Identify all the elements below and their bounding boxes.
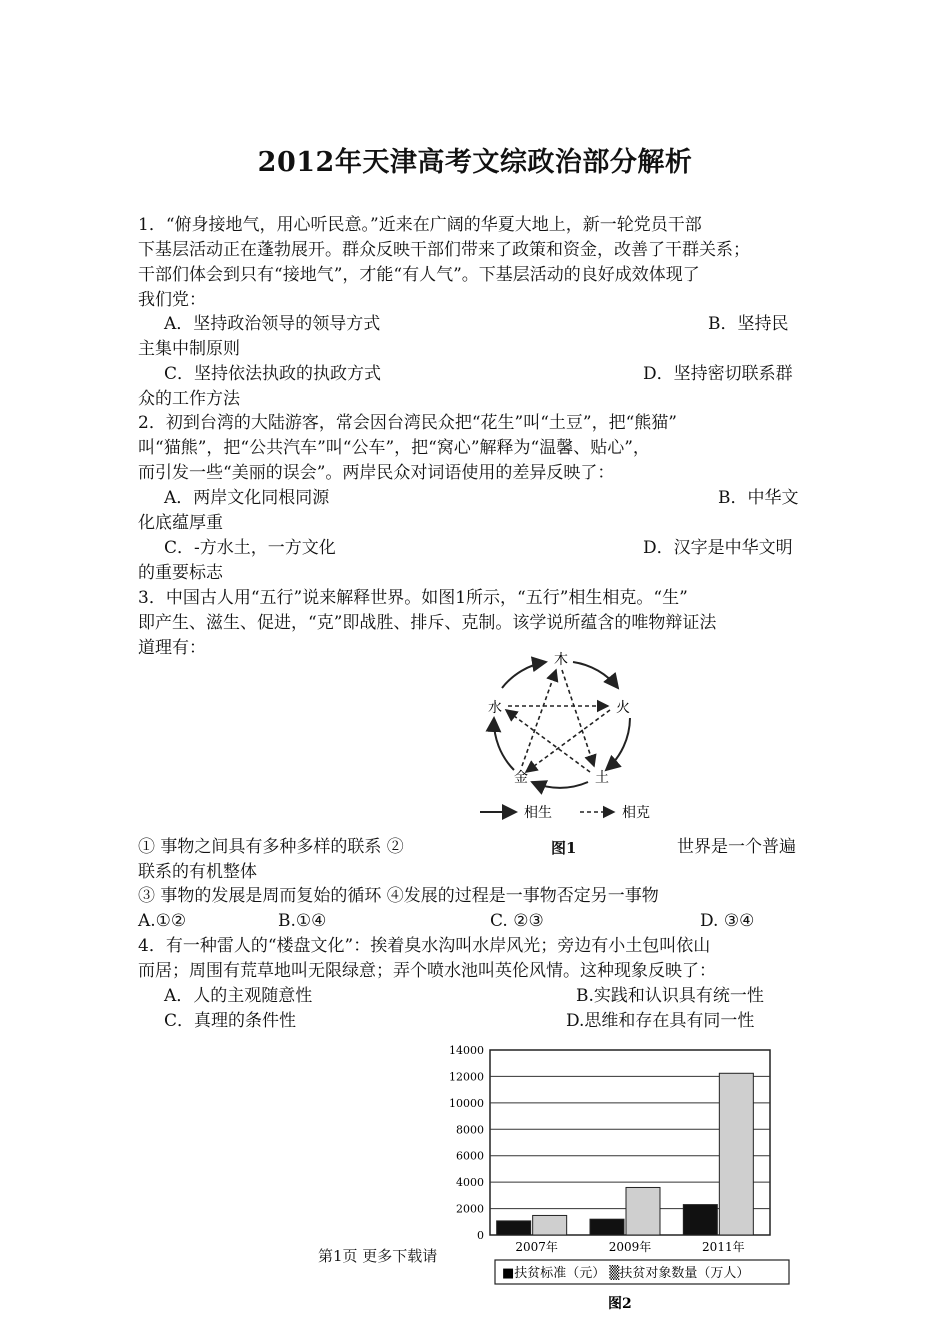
y-tick-label: 8000 — [456, 1123, 484, 1137]
y-tick-label: 10000 — [449, 1096, 484, 1110]
bar-population-2 — [719, 1073, 753, 1235]
q4-line-2: 而居；周围有荒草地叫无限绿意；弄个喷水池叫英伦风情。这种现象反映了： — [138, 961, 716, 981]
star-jin-mu — [522, 670, 556, 766]
poverty-bar-chart — [440, 1040, 810, 1320]
q1-option-b: B．坚持民 — [708, 314, 789, 334]
q3-answer-b: B.①④ — [278, 911, 327, 931]
chart-legend: ■扶贫标准（元） ▒扶贫对象数量（万人） — [502, 1266, 750, 1281]
y-tick-label: 4000 — [456, 1176, 484, 1190]
legend-ke-label: 相克 — [622, 805, 650, 821]
q1-option-d-cont: 众的工作方法 — [138, 389, 240, 409]
y-tick-label: 14000 — [449, 1044, 484, 1057]
arc-huo-tu — [606, 718, 630, 770]
arc-tu-jin — [532, 782, 588, 788]
q3-answer-c: C. ②③ — [490, 911, 544, 931]
q3-line-3: 道理有： — [138, 638, 206, 658]
q2-line-2: 叫“猫熊”，把“公共汽车”叫“公车”，把“窝心”解释为“温馨、贴心”， — [138, 438, 650, 458]
legend-sheng-label: 相生 — [524, 805, 552, 821]
figure1-caption: 图1 — [551, 839, 577, 857]
y-tick-label: 12000 — [449, 1070, 484, 1084]
element-jin: 金 — [514, 770, 528, 786]
wuxing-diagram — [478, 648, 678, 828]
element-shui: 水 — [488, 700, 502, 716]
q2-option-c: C．-方水土，一方文化 — [164, 538, 336, 558]
q1-line-3: 干部们体会到只有“接地气”，才能“有人气”。下基层活动的良好成效体现了 — [138, 265, 700, 285]
q1-option-a: A．坚持政治领导的领导方式 — [164, 314, 381, 334]
q4-option-b: B.实践和认识具有统一性 — [576, 986, 764, 1006]
page-title: 2012年天津高考文综政治部分解析 — [257, 147, 693, 178]
q2-option-a: A．两岸文化同根同源 — [164, 488, 330, 508]
element-huo: 火 — [616, 700, 630, 716]
q3-line-2: 即产生、滋生、促进，“克”即战胜、排斥、克制。该学说所蕴含的唯物辩证法 — [138, 613, 717, 633]
q1-line-2: 下基层活动正在蓬勃展开。群众反映干部们带来了政策和资金，改善了干群关系； — [138, 240, 750, 260]
q4-option-d: D.思维和存在具有同一性 — [566, 1011, 755, 1031]
q1-option-c: C．坚持依法执政的执政方式 — [164, 364, 382, 384]
q3-answer-a: A.①② — [138, 911, 187, 931]
q3-line-1: 3．中国古人用“五行”说来解释世界。如图1所示，“五行”相生相克。“生” — [138, 588, 688, 608]
q3-answer-d: D. ③④ — [700, 911, 755, 931]
page-footer: 第1页 更多下载请 — [318, 1247, 438, 1265]
y-tick-label: 6000 — [456, 1149, 484, 1163]
bar-population-1 — [626, 1187, 660, 1235]
q3-option-3-4: ③ 事物的发展是周而复始的循环 ④发展的过程是一事物否定另一事物 — [138, 886, 659, 906]
q3-option-2-text: 世界是一个普遍 — [677, 837, 796, 857]
element-tu: 土 — [595, 770, 609, 786]
q2-option-d: D．汉字是中华文明 — [643, 538, 793, 558]
element-mu: 木 — [554, 652, 568, 668]
star-tu-shui — [506, 710, 590, 772]
arc-shui-mu — [502, 662, 546, 688]
q4-line-1: 4．有一种雷人的“楼盘文化”：挨着臭水沟叫水岸风光；旁边有小土包叫依山 — [138, 936, 711, 956]
x-tick-label: 2007年 — [515, 1240, 558, 1254]
q2-option-d-cont: 的重要标志 — [138, 563, 223, 583]
arc-mu-huo — [573, 662, 618, 688]
bar-standard-0 — [497, 1221, 531, 1235]
x-tick-label: 2011年 — [702, 1240, 745, 1254]
q2-option-b: B．中华文 — [718, 488, 799, 508]
q1-line-4: 我们党： — [138, 290, 206, 310]
q2-option-b-cont: 化底蕴厚重 — [138, 513, 223, 533]
q3-option-1-2: ① 事物之间具有多种多样的联系 ② — [138, 837, 404, 857]
bar-population-0 — [533, 1215, 567, 1235]
bar-standard-1 — [590, 1219, 624, 1235]
q2-line-1: 2．初到台湾的大陆游客，常会因台湾民众把“花生”叫“土豆”，把“熊猫” — [138, 413, 677, 433]
y-tick-label: 2000 — [456, 1202, 484, 1216]
q4-option-c: C．真理的条件性 — [164, 1011, 297, 1031]
q4-option-a: A．人的主观随意性 — [164, 986, 313, 1006]
arc-jin-shui — [494, 718, 514, 770]
q3-option-2-cont: 联系的有机整体 — [138, 862, 257, 882]
q1-option-b-cont: 主集中制原则 — [138, 339, 240, 359]
q1-line-1: 1．“俯身接地气，用心听民意。”近来在广阔的华夏大地上，新一轮党员干部 — [138, 215, 702, 235]
q2-line-3: 而引发一些“美丽的误会”。两岸民众对词语使用的差异反映了： — [138, 463, 615, 483]
star-mu-tu — [562, 670, 594, 766]
y-tick-label: 0 — [477, 1229, 484, 1242]
x-tick-label: 2009年 — [608, 1240, 652, 1254]
figure2-caption: 图2 — [608, 1296, 632, 1312]
q1-option-d: D．坚持密切联系群 — [643, 364, 793, 384]
bar-standard-2 — [683, 1205, 717, 1235]
